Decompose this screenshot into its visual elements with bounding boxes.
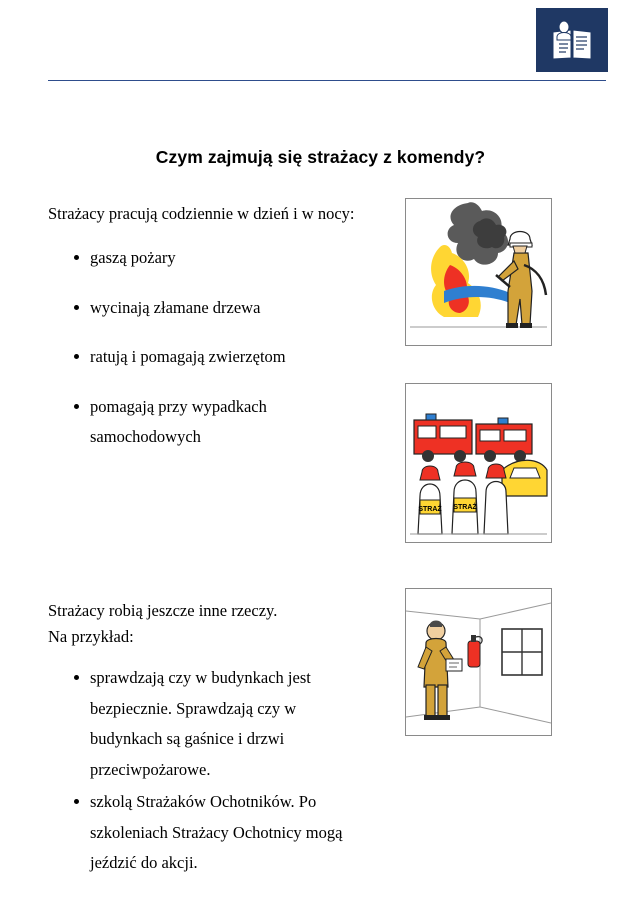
svg-text:STRAŻ: STRAŻ — [418, 506, 442, 513]
page-title: Czym zajmują się strażacy z komendy? — [155, 147, 486, 167]
firefighter-inspecting-building-extinguisher-illustration — [405, 588, 552, 736]
list-item: sprawdzają czy w budynkach jest bezpiecznie. Sprawdzają czy w budynkach są gaśnice i drzwi przeciwpożarowe. — [74, 663, 358, 785]
section-1-text — [48, 198, 358, 472]
section-2-intro-line-2: Na przykład: — [48, 626, 134, 646]
list-item: ratują i pomagają zwierzętom — [74, 342, 358, 373]
svg-text:STRAŻ: STRAŻ — [453, 504, 477, 511]
section-2-intro-line-1: Strażacy robią jeszcze inne rzeczy. — [48, 601, 278, 620]
list-item: wycinają złamane drzewa — [74, 293, 358, 324]
section-2-bullet-list — [48, 663, 358, 879]
firefighter-extinguishing-fire-illustration — [405, 198, 552, 346]
header-divider — [48, 80, 606, 81]
list-item: szkolą Strażaków Ochotników. Po szkoleniach Strażacy Ochotnicy mogą jeździć do akcji. — [74, 787, 358, 879]
list-item: pomagają przy wypadkach samochodowych — [74, 392, 358, 453]
section-1-bullet-list — [48, 243, 358, 453]
list-item: gaszą pożary — [74, 243, 358, 274]
header-logo — [536, 8, 608, 72]
document-book-icon — [549, 18, 595, 64]
section-1-intro: Strażacy pracują codziennie w dzień i w nocy: — [48, 204, 355, 223]
page-header — [0, 0, 641, 95]
firefighters-at-accident-with-truck-illustration — [405, 383, 552, 543]
section-2-text — [48, 598, 358, 881]
